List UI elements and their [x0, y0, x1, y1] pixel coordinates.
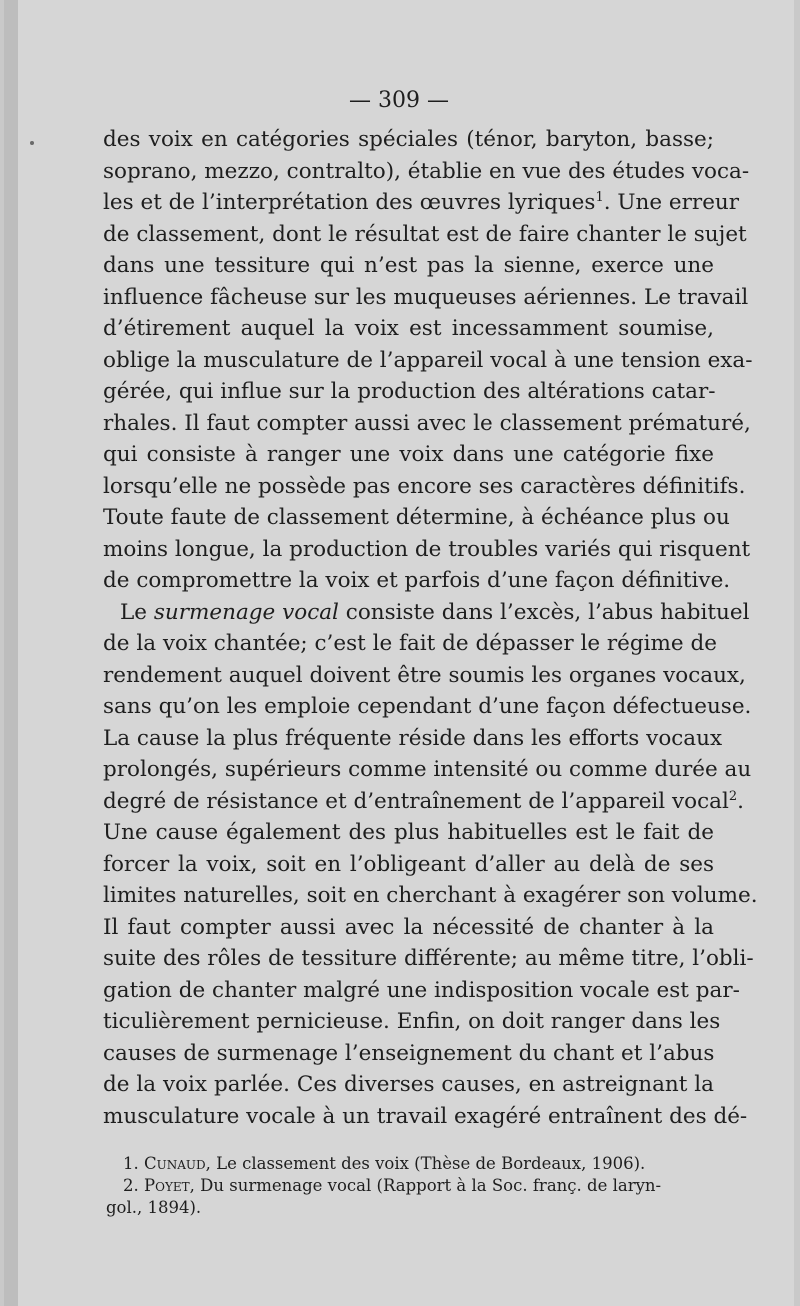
text-line: rhales. Il faut compter aussi avec le classement prématuré, — [103, 410, 751, 436]
text-line: influence fâcheuse sur les muqueuses aériennes. Le travail — [103, 284, 749, 310]
body-text — [103, 124, 758, 1132]
footnote-author: Cunaud — [144, 1154, 206, 1173]
text-line: de compromettre la voix et parfois d’une façon définitive. — [103, 568, 731, 593]
footnotes — [106, 1153, 714, 1219]
text-line: musculature vocale à un travail exagéré entraînent des dé- — [103, 1103, 748, 1129]
text-line: forcer la voix, soit en l’obligeant d’aller au delà de ses — [103, 851, 714, 877]
text-line: de classement, dont le résultat est de faire chanter le sujet — [103, 221, 747, 247]
footnote-ref-2[interactable]: 2 — [728, 788, 738, 804]
text-line: moins longue, la production de troubles variés qui risquent — [103, 536, 751, 562]
page-edge-shadow — [4, 0, 18, 1306]
text-line: Toute faute de classement détermine, à échéance plus ou — [103, 505, 730, 530]
text-line — [103, 597, 750, 629]
text-segment: consiste dans l’excès, l’abus habituel — [338, 599, 750, 625]
text-line: gation de chanter malgré une indisposition vocale est par- — [103, 977, 740, 1003]
footnote-author: Poyet — [144, 1176, 190, 1195]
text-line: de la voix chantée; c’est le fait de dépasser le régime de — [103, 631, 717, 656]
footnote-ref-1[interactable]: 1 — [595, 190, 604, 205]
page-number: — 309 — — [349, 88, 449, 113]
footnote-text: , Le classement des voix (Thèse de Bordeaux, 1906). — [205, 1154, 646, 1173]
text-segment: Le — [120, 599, 154, 625]
text-segment: . — [737, 788, 744, 814]
text-line: des voix en catégories spéciales (ténor, baryton, basse; — [103, 127, 714, 152]
text-line: prolongés, supérieurs comme intensité ou comme durée au — [103, 757, 752, 782]
text-line: gérée, qui influe sur la production des altérations catar- — [103, 379, 716, 404]
text-line: limites naturelles, soit en cherchant à exagérer son volume. — [103, 883, 758, 908]
text-segment: . Une erreur — [603, 190, 740, 215]
footnote-text: , Du surmenage vocal (Rapport à la Soc. franç. de laryn- — [189, 1176, 662, 1195]
text-line — [103, 187, 740, 219]
text-line: Une cause également des plus habituelles est le fait de — [103, 820, 714, 845]
text-segment: les et de l’interprétation des œuvres lyriques — [103, 190, 596, 215]
footnote-number: 2. — [123, 1176, 139, 1195]
text-line: de la voix parlée. Ces diverses causes, en astreignant la — [103, 1072, 714, 1097]
italic-term: surmenage vocal — [153, 599, 339, 625]
text-line: sans qu’on les emploie cependant d’une façon défectueuse. — [103, 694, 752, 719]
text-line: Il faut compter aussi avec la nécessité de chanter à la — [103, 914, 714, 940]
footnote-2-continuation: gol., 1894). — [106, 1198, 202, 1217]
text-line: causes de surmenage l’enseignement du chant et l’abus — [103, 1040, 715, 1066]
text-line: d’étirement auquel la voix est incessamment soumise, — [103, 316, 714, 341]
book-page — [4, 0, 794, 1306]
text-line: rendement auquel doivent être soumis les organes vocaux, — [103, 662, 746, 688]
text-line: soprano, mezzo, contralto), établie en vue des études voca- — [103, 158, 750, 184]
footnote-number: 1. — [123, 1154, 139, 1173]
text-line: lorsqu’elle ne possède pas encore ses caractères définitifs. — [103, 473, 746, 499]
text-line: oblige la musculature de l’appareil vocal à une tension exa- — [103, 347, 753, 373]
text-line: qui consiste à ranger une voix dans une catégorie fixe — [103, 442, 714, 467]
text-line: La cause la plus fréquente réside dans les efforts vocaux — [103, 725, 723, 751]
text-segment: degré de résistance et d’entraînement de l’appareil vocal — [103, 788, 729, 814]
ink-speck — [30, 141, 34, 145]
footnote-1 — [106, 1153, 714, 1175]
footnote-2 — [106, 1175, 714, 1197]
text-line: suite des rôles de tessiture différente; au même titre, l’obli- — [103, 946, 754, 971]
text-line: ticulièrement pernicieuse. Enfin, on doit ranger dans les — [103, 1009, 721, 1034]
text-line: dans une tessiture qui n’est pas la sienne, exerce une — [103, 253, 714, 278]
text-line — [103, 786, 744, 818]
